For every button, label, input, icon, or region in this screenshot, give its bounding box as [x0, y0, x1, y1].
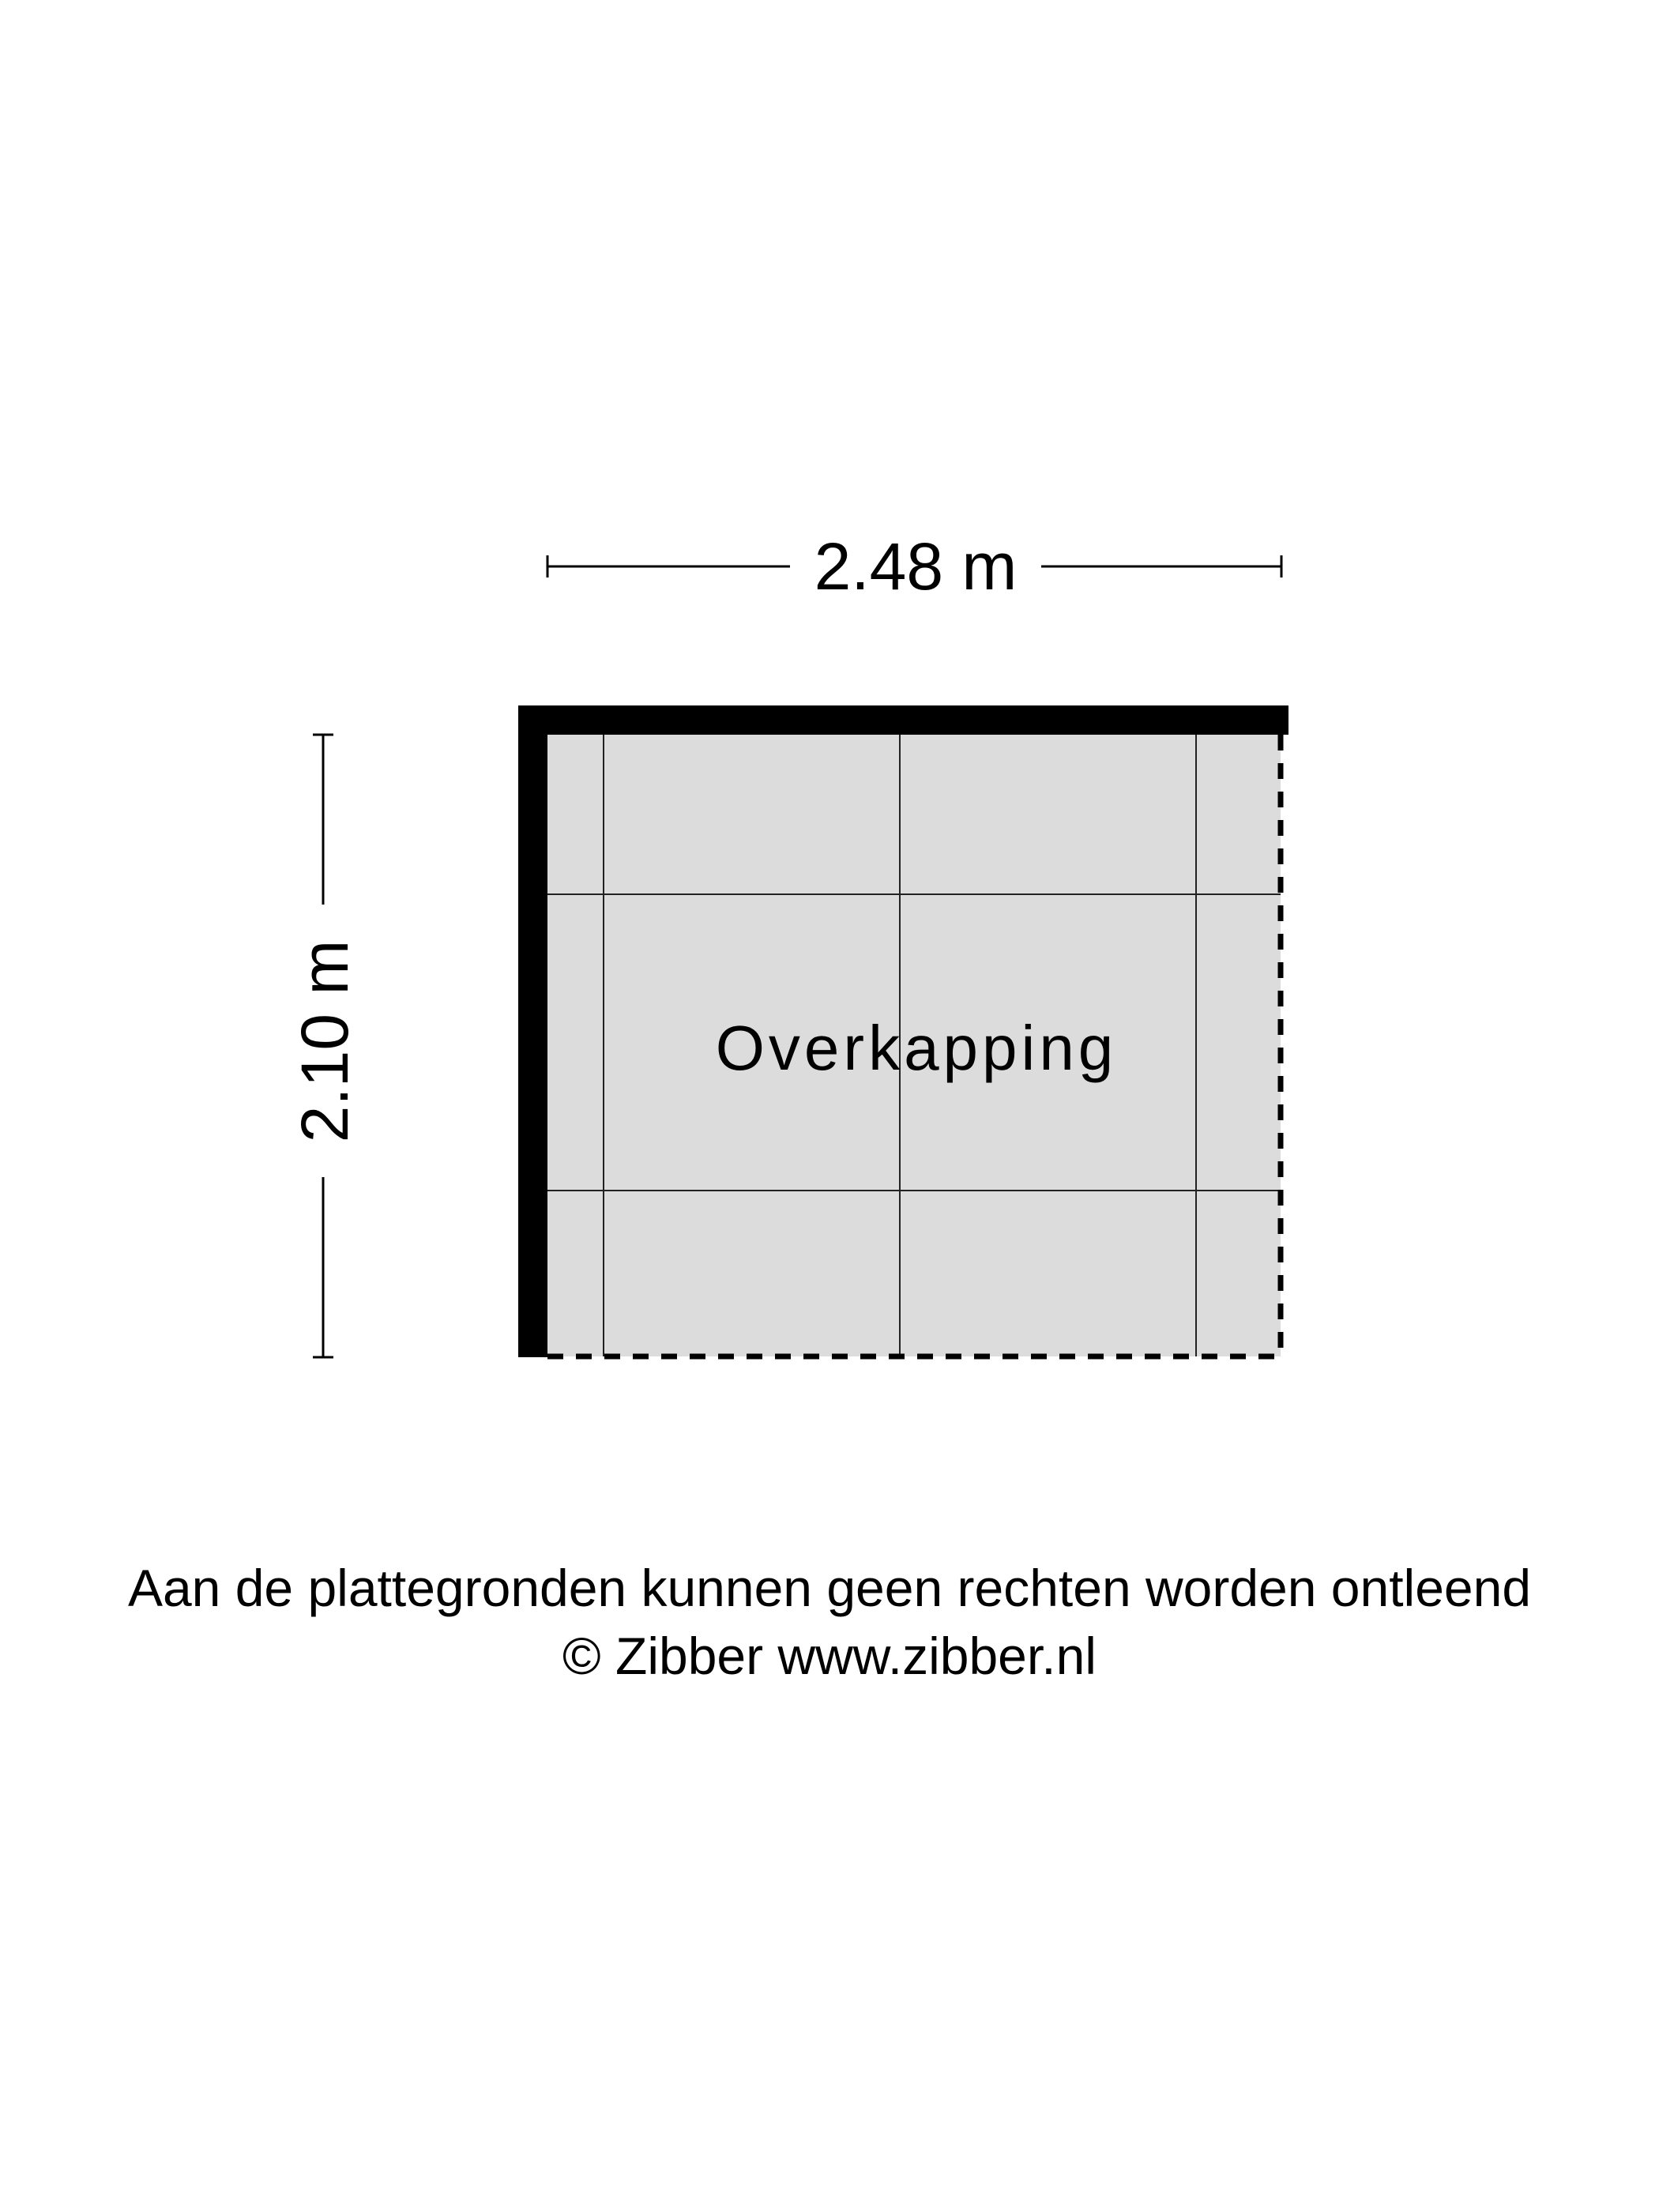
height-dimension-label: 2.10 m	[288, 939, 362, 1143]
room-overkapping	[518, 705, 1288, 1357]
room-label: Overkapping	[715, 1013, 1118, 1083]
wall-top	[518, 705, 1288, 735]
disclaimer-text: Aan de plattegronden kunnen geen rechten worden ontleend	[127, 1559, 1532, 1617]
copyright-text: © Zibber www.zibber.nl	[562, 1627, 1097, 1685]
wall-left	[518, 705, 547, 1357]
width-dimension-label: 2.48 m	[814, 529, 1018, 604]
height-dimension	[288, 735, 362, 1357]
width-dimension	[547, 529, 1281, 604]
